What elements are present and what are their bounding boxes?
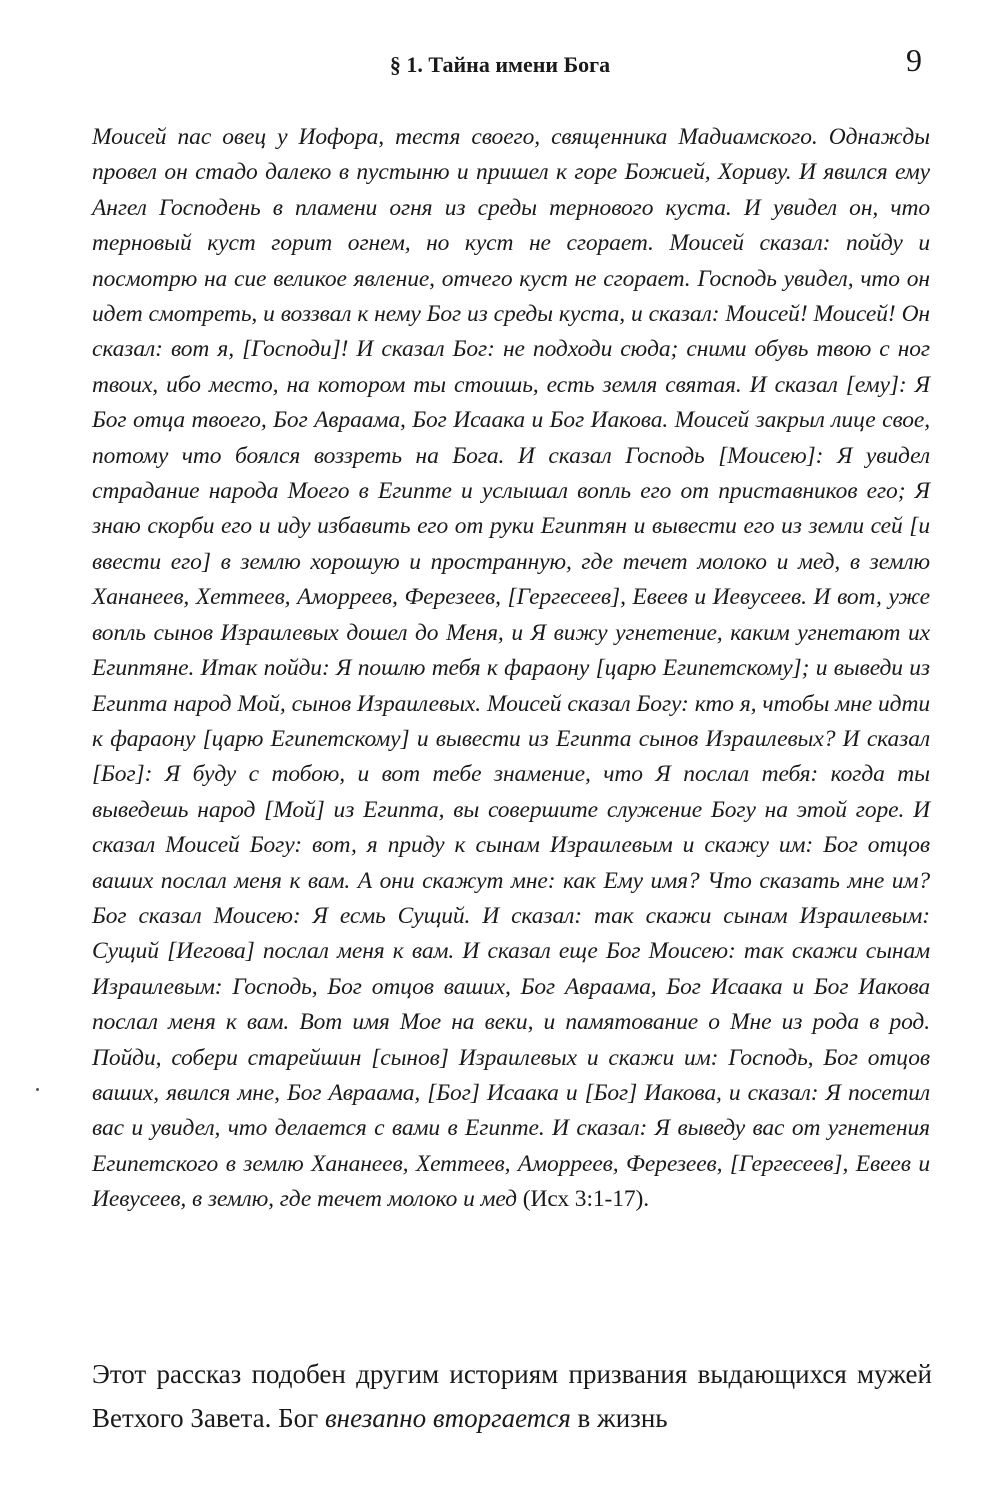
- page-number: 9: [906, 42, 922, 78]
- print-speck: [36, 1088, 39, 1091]
- scripture-quote: [92, 120, 930, 1218]
- running-title: § 1. Тайна имени Бога: [389, 52, 611, 77]
- paragraph-emphasis: внезапно вторгается: [324, 1403, 571, 1433]
- paragraph-text-start: Этот рассказ подобен другим историям призвания выдающихся мужей Ветхого Завета. Бог: [92, 1359, 932, 1433]
- scripture-reference: (Исх 3:1-17).: [522, 1186, 650, 1213]
- body-paragraph: [92, 1352, 932, 1440]
- paragraph-text-end: в жизнь: [570, 1403, 668, 1433]
- quote-text: Моисей пас овец у Иофора, тестя своего, священника Мадиамского. Однажды провел он стадо далеко в пустыню и пришел к горе Божией, Хориву. И явился ему Ангел Господень в пламени огня из среды тернового куста. И увидел он, что терновый куст горит огнем, но куст не сгорает. Моисей сказал: пойду и посмотрю на сие великое явление, отчего куст не сгорает. Господь увидел, что он идет смотреть, и воззвал к нему Бог из среды куста, и сказал: Моисей! Моисей! Он сказал: вот я, [Господи]! И сказал Бог: не подходи сюда; сними обувь твою с ног твоих, ибо место, на котором ты стоишь, есть земля святая. И сказал [ему]: Я Бог отца твоего, Бог Авраама, Бог Исаака и Бог Иакова. Моисей закрыл лице свое, потому что боялся воззреть на Бога. И сказал Господь [Моисею]: Я увидел страдание народа Моего в Египте и услышал вопль его от приставников его; Я знаю скорби его и иду избавить его от руки Египтян и вывести его из земли сей [и ввести его] в землю хорошую и пространную, где течет молоко и мед, в землю Хананеев, Хеттеев, Аморреев, Ферезеев, [Гергесеев], Евеев и Иевусеев. И вот, уже вопль сынов Израилевых дошел до Меня, и Я вижу угнетение, каким угнетают их Египтяне. Итак пойди: Я пошлю тебя к фараону [царю Египетскому]; и выведи из Египта народ Мой, сынов Израилевых. Моисей сказал Богу: кто я, чтобы мне идти к фараону [царю Египетскому] и вывести из Египта сынов Израилевых? И сказал [Бог]: Я буду с тобою, и вот тебе знамение, что Я послал тебя: когда ты выведешь народ [Мой] из Египта, вы совершите служение Богу на этой горе. И сказал Моисей Богу: вот, я приду к сынам Израилевым и скажу им: Бог отцов ваших послал меня к вам. А они скажут мне: как Ему имя? Что сказать мне им? Бог сказал Моисею: Я есмь Сущий. И сказал: так скажи сынам Израилевым: Сущий [Иегова] послал меня к вам. И сказал еще Бог Моисею: так скажи сынам Израилевым: Господь, Бог отцов ваших, Бог Авраама, Бог Исаака и Бог Иакова послал меня к вам. Вот имя Мое на веки, и памятование о Мне из рода в род. Пойди, собери старейшин [сынов] Израилевых и скажи им: Господь, Бог отцов ваших, явился мне, Бог Авраама, [Бог] Исаака и [Бог] Иакова, и сказал: Я посетил вас и увидел, что делается с вами в Египте. И сказал: Я выведу вас от угнетения Египетского в землю Хананеев, Хеттеев, Аморреев, Ферезеев, [Гергесеев], Евеев и Иевусеев, в землю, где течет молоко и мед: [92, 124, 930, 1213]
